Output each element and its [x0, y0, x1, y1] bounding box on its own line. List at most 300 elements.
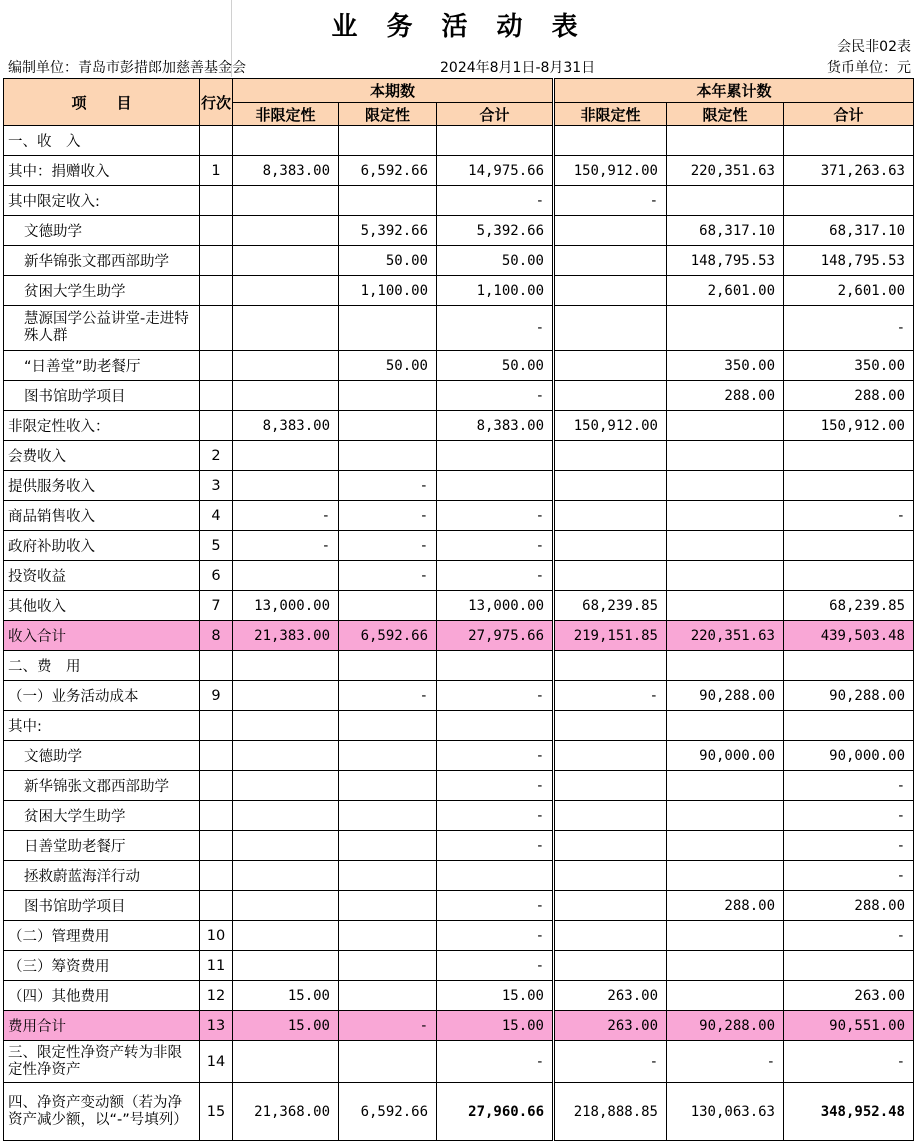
- form-code: 会民非02表: [837, 39, 911, 55]
- current-unrestricted-cell: [233, 951, 339, 981]
- ytd-unrestricted-cell: [554, 216, 667, 246]
- current-total-cell: 8,383.00: [437, 411, 554, 441]
- current-unrestricted-cell: -: [233, 501, 339, 531]
- row-item-label: 新华锦张文郡西部助学: [4, 246, 200, 276]
- table-row: [4, 441, 914, 471]
- ytd-unrestricted-cell: [554, 771, 667, 801]
- ytd-restricted-cell: 350.00: [667, 351, 784, 381]
- current-total-cell: -: [437, 561, 554, 591]
- current-restricted-cell: 6,592.66: [339, 156, 437, 186]
- current-restricted-cell: [339, 306, 437, 351]
- current-total-cell: 50.00: [437, 351, 554, 381]
- row-item-label: 政府补助收入: [4, 531, 200, 561]
- table-row: [4, 561, 914, 591]
- row-item-label: 日善堂助老餐厅: [4, 831, 200, 861]
- current-restricted-cell: [339, 711, 437, 741]
- ytd-restricted-cell: [667, 531, 784, 561]
- row-line-number: 14: [200, 1041, 233, 1083]
- ytd-unrestricted-cell: -: [554, 681, 667, 711]
- ytd-restricted-cell: [667, 561, 784, 591]
- ytd-restricted-cell: [667, 306, 784, 351]
- table-row: [4, 411, 914, 441]
- ytd-total-cell: 90,000.00: [784, 741, 914, 771]
- current-total-cell: [437, 861, 554, 891]
- current-total-cell: 50.00: [437, 246, 554, 276]
- current-restricted-cell: [339, 771, 437, 801]
- current-unrestricted-cell: [233, 1041, 339, 1083]
- current-total-cell: 14,975.66: [437, 156, 554, 186]
- row-line-number: [200, 216, 233, 246]
- row-item-label: 文德助学: [4, 741, 200, 771]
- row-item-label: （四）其他费用: [4, 981, 200, 1011]
- ytd-total-cell: 68,239.85: [784, 591, 914, 621]
- row-item-label: 慧源国学公益讲堂-走进特殊人群: [4, 306, 200, 351]
- report-title: 业 务 活 动 表: [331, 12, 588, 42]
- table-row: [4, 741, 914, 771]
- header-current-total: 合计: [437, 103, 554, 126]
- table-row: [4, 156, 914, 186]
- table-row: [4, 216, 914, 246]
- row-line-number: [200, 651, 233, 681]
- ytd-restricted-cell: [667, 921, 784, 951]
- current-restricted-cell: [339, 1041, 437, 1083]
- current-unrestricted-cell: [233, 441, 339, 471]
- current-total-cell: -: [437, 741, 554, 771]
- ytd-unrestricted-cell: [554, 801, 667, 831]
- current-total-cell: -: [437, 891, 554, 921]
- ytd-unrestricted-cell: 263.00: [554, 981, 667, 1011]
- ytd-unrestricted-cell: 150,912.00: [554, 411, 667, 441]
- row-item-label: 文德助学: [4, 216, 200, 246]
- row-line-number: 2: [200, 441, 233, 471]
- current-unrestricted-cell: [233, 651, 339, 681]
- ytd-unrestricted-cell: [554, 741, 667, 771]
- table-row: [4, 981, 914, 1011]
- current-restricted-cell: -: [339, 681, 437, 711]
- current-restricted-cell: -: [339, 561, 437, 591]
- row-line-number: [200, 861, 233, 891]
- row-item-label: 新华锦张文郡西部助学: [4, 771, 200, 801]
- current-unrestricted-cell: [233, 276, 339, 306]
- table-row: [4, 381, 914, 411]
- current-restricted-cell: [339, 411, 437, 441]
- ytd-unrestricted-cell: [554, 306, 667, 351]
- current-restricted-cell: 50.00: [339, 246, 437, 276]
- current-unrestricted-cell: [233, 216, 339, 246]
- row-line-number: [200, 306, 233, 351]
- ytd-restricted-cell: [667, 711, 784, 741]
- current-restricted-cell: [339, 381, 437, 411]
- header-line: 行次: [200, 79, 233, 126]
- ytd-total-cell: [784, 186, 914, 216]
- ytd-restricted-cell: 2,601.00: [667, 276, 784, 306]
- ytd-unrestricted-cell: 68,239.85: [554, 591, 667, 621]
- header-ytd-unrestricted: 非限定性: [554, 103, 667, 126]
- current-unrestricted-cell: 15.00: [233, 981, 339, 1011]
- ytd-total-cell: 439,503.48: [784, 621, 914, 651]
- row-item-label: 收入合计: [4, 621, 200, 651]
- row-item-label: 非限定性收入：: [4, 411, 200, 441]
- current-unrestricted-cell: 8,383.00: [233, 411, 339, 441]
- table-row: [4, 711, 914, 741]
- row-line-number: 6: [200, 561, 233, 591]
- table-row: [4, 276, 914, 306]
- ytd-total-cell: [784, 531, 914, 561]
- row-item-label: （一）业务活动成本: [4, 681, 200, 711]
- row-item-label: 投资收益: [4, 561, 200, 591]
- current-unrestricted-cell: -: [233, 531, 339, 561]
- current-unrestricted-cell: 13,000.00: [233, 591, 339, 621]
- current-unrestricted-cell: 21,368.00: [233, 1083, 339, 1141]
- ytd-restricted-cell: 90,288.00: [667, 1011, 784, 1041]
- ytd-unrestricted-cell: [554, 246, 667, 276]
- current-restricted-cell: [339, 891, 437, 921]
- row-line-number: [200, 381, 233, 411]
- ytd-unrestricted-cell: [554, 651, 667, 681]
- current-total-cell: [437, 441, 554, 471]
- row-line-number: 7: [200, 591, 233, 621]
- table-row: [4, 891, 914, 921]
- ytd-restricted-cell: 220,351.63: [667, 621, 784, 651]
- row-line-number: 9: [200, 681, 233, 711]
- current-total-cell: 1,100.00: [437, 276, 554, 306]
- table-row: [4, 351, 914, 381]
- row-line-number: 11: [200, 951, 233, 981]
- current-restricted-cell: 6,592.66: [339, 621, 437, 651]
- ytd-restricted-cell: [667, 591, 784, 621]
- row-line-number: [200, 411, 233, 441]
- ytd-restricted-cell: 130,063.63: [667, 1083, 784, 1141]
- table-row: [4, 471, 914, 501]
- current-total-cell: -: [437, 1041, 554, 1083]
- reporting-unit: 编制单位：青岛市彭措郎加慈善基金会: [8, 60, 246, 76]
- ytd-unrestricted-cell: 263.00: [554, 1011, 667, 1041]
- ytd-restricted-cell: 288.00: [667, 381, 784, 411]
- reporting-period: 2024年8月1日-8月31日: [440, 60, 596, 76]
- table-row: [4, 801, 914, 831]
- current-unrestricted-cell: [233, 306, 339, 351]
- current-total-cell: 15.00: [437, 981, 554, 1011]
- ytd-restricted-cell: [667, 501, 784, 531]
- current-total-cell: -: [437, 921, 554, 951]
- current-unrestricted-cell: [233, 681, 339, 711]
- table-row: [4, 246, 914, 276]
- row-line-number: 8: [200, 621, 233, 651]
- current-restricted-cell: [339, 186, 437, 216]
- row-item-label: 其中：捐赠收入: [4, 156, 200, 186]
- ytd-unrestricted-cell: 218,888.85: [554, 1083, 667, 1141]
- ytd-total-cell: -: [784, 1041, 914, 1083]
- ytd-total-cell: 263.00: [784, 981, 914, 1011]
- ytd-unrestricted-cell: [554, 501, 667, 531]
- row-line-number: 12: [200, 981, 233, 1011]
- header-ytd-total: 合计: [784, 103, 914, 126]
- ytd-restricted-cell: 90,288.00: [667, 681, 784, 711]
- table-row: [4, 501, 914, 531]
- row-item-label: 其中:: [4, 711, 200, 741]
- current-unrestricted-cell: [233, 831, 339, 861]
- ytd-total-cell: 90,551.00: [784, 1011, 914, 1041]
- current-restricted-cell: -: [339, 1011, 437, 1041]
- table-row: [4, 921, 914, 951]
- current-total-cell: -: [437, 531, 554, 561]
- header-ytd-restricted: 限定性: [667, 103, 784, 126]
- ytd-total-cell: -: [784, 801, 914, 831]
- current-restricted-cell: [339, 591, 437, 621]
- header-current-unrestricted: 非限定性: [233, 103, 339, 126]
- ytd-unrestricted-cell: [554, 441, 667, 471]
- table-row: [4, 1083, 914, 1141]
- current-total-cell: -: [437, 381, 554, 411]
- row-item-label: 贫困大学生助学: [4, 801, 200, 831]
- current-unrestricted-cell: [233, 561, 339, 591]
- current-restricted-cell: [339, 801, 437, 831]
- current-restricted-cell: [339, 951, 437, 981]
- table-row: [4, 951, 914, 981]
- row-line-number: [200, 186, 233, 216]
- ytd-unrestricted-cell: [554, 921, 667, 951]
- ytd-total-cell: [784, 441, 914, 471]
- row-line-number: 1: [200, 156, 233, 186]
- current-restricted-cell: [339, 861, 437, 891]
- row-line-number: [200, 891, 233, 921]
- ytd-restricted-cell: -: [667, 1041, 784, 1083]
- row-item-label: （二）管理费用: [4, 921, 200, 951]
- row-item-label: 提供服务收入: [4, 471, 200, 501]
- ytd-restricted-cell: 288.00: [667, 891, 784, 921]
- current-total-cell: [437, 471, 554, 501]
- ytd-restricted-cell: 220,351.63: [667, 156, 784, 186]
- current-unrestricted-cell: [233, 801, 339, 831]
- current-total-cell: -: [437, 771, 554, 801]
- ytd-restricted-cell: [667, 981, 784, 1011]
- table-row: [4, 186, 914, 216]
- row-line-number: [200, 831, 233, 861]
- ytd-total-cell: 348,952.48: [784, 1083, 914, 1141]
- current-unrestricted-cell: [233, 381, 339, 411]
- row-item-label: 二、费 用: [4, 651, 200, 681]
- table-row: [4, 651, 914, 681]
- current-restricted-cell: [339, 831, 437, 861]
- ytd-unrestricted-cell: [554, 381, 667, 411]
- row-line-number: [200, 351, 233, 381]
- row-item-label: 其中限定收入:: [4, 186, 200, 216]
- current-unrestricted-cell: [233, 771, 339, 801]
- current-unrestricted-cell: [233, 861, 339, 891]
- ytd-total-cell: -: [784, 501, 914, 531]
- ytd-total-cell: 371,263.63: [784, 156, 914, 186]
- ytd-restricted-cell: 68,317.10: [667, 216, 784, 246]
- ytd-total-cell: [784, 126, 914, 156]
- ytd-total-cell: [784, 651, 914, 681]
- row-item-label: 一、收 入: [4, 126, 200, 156]
- ytd-total-cell: 350.00: [784, 351, 914, 381]
- current-unrestricted-cell: [233, 246, 339, 276]
- ytd-total-cell: -: [784, 921, 914, 951]
- ytd-unrestricted-cell: -: [554, 186, 667, 216]
- row-item-label: 拯救蔚蓝海洋行动: [4, 861, 200, 891]
- row-line-number: [200, 276, 233, 306]
- ytd-total-cell: 90,288.00: [784, 681, 914, 711]
- ytd-total-cell: -: [784, 831, 914, 861]
- ytd-unrestricted-cell: [554, 861, 667, 891]
- ytd-unrestricted-cell: [554, 951, 667, 981]
- current-unrestricted-cell: [233, 126, 339, 156]
- row-line-number: 3: [200, 471, 233, 501]
- ytd-restricted-cell: [667, 441, 784, 471]
- current-total-cell: -: [437, 801, 554, 831]
- current-unrestricted-cell: [233, 891, 339, 921]
- current-restricted-cell: [339, 651, 437, 681]
- ytd-restricted-cell: [667, 471, 784, 501]
- row-line-number: [200, 771, 233, 801]
- table-row: [4, 831, 914, 861]
- ytd-restricted-cell: [667, 861, 784, 891]
- ytd-restricted-cell: [667, 771, 784, 801]
- row-item-label: 图书馆助学项目: [4, 891, 200, 921]
- current-total-cell: -: [437, 831, 554, 861]
- ytd-total-cell: -: [784, 771, 914, 801]
- current-unrestricted-cell: 21,383.00: [233, 621, 339, 651]
- current-total-cell: [437, 711, 554, 741]
- current-total-cell: -: [437, 306, 554, 351]
- row-line-number: 10: [200, 921, 233, 951]
- header-current-restricted: 限定性: [339, 103, 437, 126]
- ytd-unrestricted-cell: [554, 276, 667, 306]
- current-total-cell: 27,960.66: [437, 1083, 554, 1141]
- ytd-total-cell: 288.00: [784, 381, 914, 411]
- current-total-cell: 15.00: [437, 1011, 554, 1041]
- ytd-unrestricted-cell: -: [554, 1041, 667, 1083]
- row-line-number: 15: [200, 1083, 233, 1141]
- table-row: [4, 126, 914, 156]
- row-line-number: 4: [200, 501, 233, 531]
- ytd-total-cell: [784, 561, 914, 591]
- ytd-unrestricted-cell: [554, 351, 667, 381]
- row-line-number: 13: [200, 1011, 233, 1041]
- current-restricted-cell: [339, 981, 437, 1011]
- current-unrestricted-cell: 15.00: [233, 1011, 339, 1041]
- current-unrestricted-cell: [233, 741, 339, 771]
- header-item: 项 目: [4, 79, 200, 126]
- current-unrestricted-cell: [233, 471, 339, 501]
- ytd-total-cell: 150,912.00: [784, 411, 914, 441]
- ytd-restricted-cell: [667, 831, 784, 861]
- row-line-number: [200, 246, 233, 276]
- ytd-unrestricted-cell: 219,151.85: [554, 621, 667, 651]
- ytd-unrestricted-cell: [554, 711, 667, 741]
- row-item-label: 四、净资产变动额（若为净资产减少额，以“-”号填列）: [4, 1083, 200, 1141]
- current-total-cell: -: [437, 501, 554, 531]
- ytd-unrestricted-cell: [554, 126, 667, 156]
- current-unrestricted-cell: [233, 351, 339, 381]
- current-unrestricted-cell: [233, 711, 339, 741]
- ytd-total-cell: -: [784, 306, 914, 351]
- currency-unit: 货币单位：元: [827, 60, 911, 76]
- ytd-restricted-cell: [667, 126, 784, 156]
- row-item-label: 其他收入: [4, 591, 200, 621]
- header-year-to-date: 本年累计数: [554, 79, 914, 103]
- current-total-cell: -: [437, 186, 554, 216]
- current-restricted-cell: [339, 921, 437, 951]
- ytd-restricted-cell: [667, 411, 784, 441]
- current-total-cell: [437, 651, 554, 681]
- ytd-restricted-cell: 148,795.53: [667, 246, 784, 276]
- table-row: [4, 591, 914, 621]
- ytd-total-cell: [784, 471, 914, 501]
- row-item-label: 图书馆助学项目: [4, 381, 200, 411]
- row-line-number: [200, 741, 233, 771]
- current-restricted-cell: [339, 126, 437, 156]
- table-row: [4, 861, 914, 891]
- current-restricted-cell: -: [339, 471, 437, 501]
- current-restricted-cell: 1,100.00: [339, 276, 437, 306]
- current-total-cell: -: [437, 681, 554, 711]
- row-item-label: 商品销售收入: [4, 501, 200, 531]
- row-item-label: 会费收入: [4, 441, 200, 471]
- table-row: [4, 681, 914, 711]
- ytd-unrestricted-cell: [554, 561, 667, 591]
- row-item-label: 费用合计: [4, 1011, 200, 1041]
- current-restricted-cell: 50.00: [339, 351, 437, 381]
- ytd-restricted-cell: [667, 801, 784, 831]
- current-total-cell: 13,000.00: [437, 591, 554, 621]
- ytd-unrestricted-cell: [554, 471, 667, 501]
- ytd-total-cell: -: [784, 861, 914, 891]
- ytd-restricted-cell: [667, 186, 784, 216]
- current-total-cell: -: [437, 951, 554, 981]
- ytd-restricted-cell: [667, 951, 784, 981]
- current-restricted-cell: -: [339, 531, 437, 561]
- ytd-restricted-cell: 90,000.00: [667, 741, 784, 771]
- current-unrestricted-cell: [233, 186, 339, 216]
- ytd-total-cell: 148,795.53: [784, 246, 914, 276]
- current-total-cell: [437, 126, 554, 156]
- ytd-unrestricted-cell: [554, 831, 667, 861]
- ytd-total-cell: 2,601.00: [784, 276, 914, 306]
- ytd-unrestricted-cell: 150,912.00: [554, 156, 667, 186]
- ytd-restricted-cell: [667, 651, 784, 681]
- table-row: [4, 771, 914, 801]
- row-item-label: “日善堂”助老餐厅: [4, 351, 200, 381]
- current-total-cell: 5,392.66: [437, 216, 554, 246]
- current-total-cell: 27,975.66: [437, 621, 554, 651]
- table-row: [4, 621, 914, 651]
- current-restricted-cell: 5,392.66: [339, 216, 437, 246]
- row-line-number: 5: [200, 531, 233, 561]
- ytd-total-cell: 68,317.10: [784, 216, 914, 246]
- ytd-unrestricted-cell: [554, 891, 667, 921]
- row-item-label: 贫困大学生助学: [4, 276, 200, 306]
- table-row: [4, 1011, 914, 1041]
- ytd-total-cell: [784, 711, 914, 741]
- activity-statement-table: [3, 78, 914, 1141]
- row-line-number: [200, 801, 233, 831]
- row-line-number: [200, 711, 233, 741]
- current-unrestricted-cell: 8,383.00: [233, 156, 339, 186]
- current-unrestricted-cell: [233, 921, 339, 951]
- table-row: [4, 531, 914, 561]
- current-restricted-cell: 6,592.66: [339, 1083, 437, 1141]
- ytd-total-cell: 288.00: [784, 891, 914, 921]
- current-restricted-cell: [339, 441, 437, 471]
- row-line-number: [200, 126, 233, 156]
- row-item-label: 三、限定性净资产转为非限定性净资产: [4, 1041, 200, 1083]
- header-current-period: 本期数: [233, 79, 554, 103]
- ytd-unrestricted-cell: [554, 531, 667, 561]
- table-row: [4, 1041, 914, 1083]
- ytd-total-cell: [784, 951, 914, 981]
